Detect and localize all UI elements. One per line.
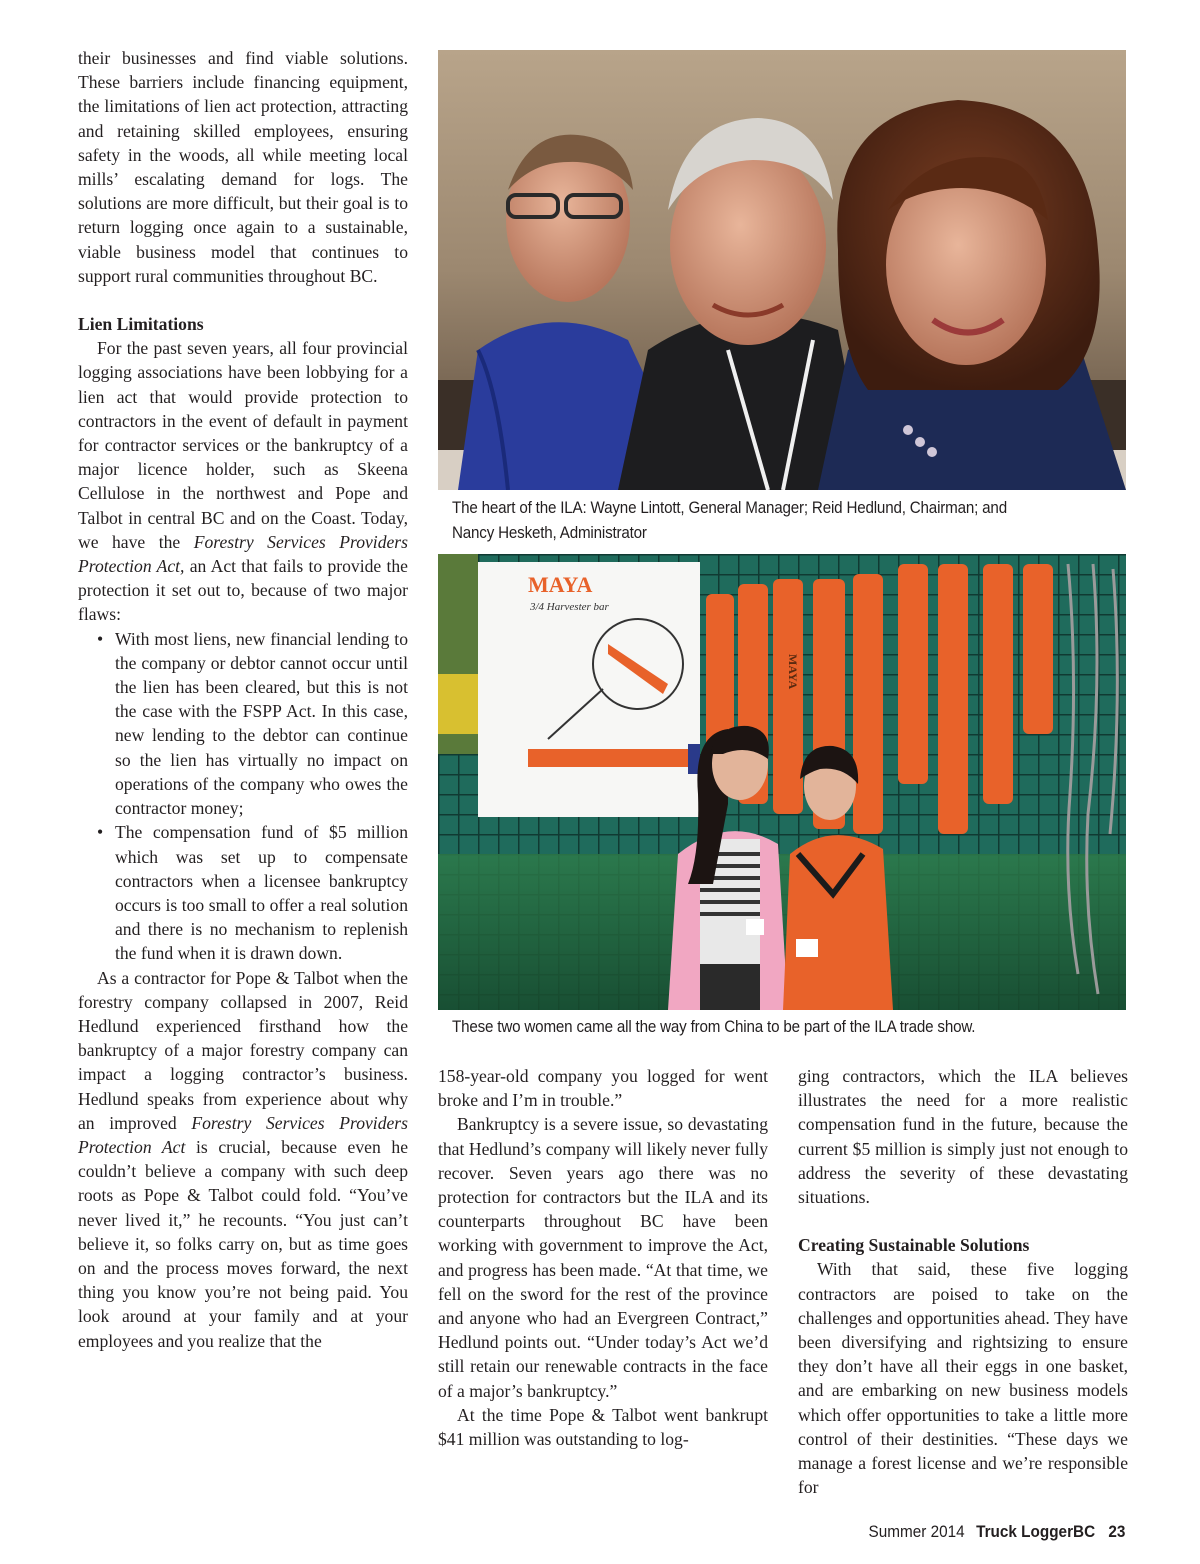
article-column-1 [78, 46, 408, 1353]
article-column-2 [438, 1064, 768, 1451]
footer-magazine-title: Truck LoggerBC [975, 1522, 1095, 1541]
col2-paragraph-3: At the time Pope & Talbot went bankrupt $41 million was outstanding to log- [438, 1404, 768, 1450]
intro-paragraph: their businesses and find viable solutions. These barriers include financing equipment, the limitations of lien act protection, attracting and retaining skilled employees, ensuring safety in the woods, all while meeting local mills’ escalating demand for logs. The solutions are more difficult, but their goal is to return logging once again to a sustainable, viable business model that continues to support rural communities throughout BC. [78, 48, 408, 286]
section-heading-lien-limitations: Lien Limitations [78, 314, 204, 335]
caption-line-2: Nancy Hesketh, Administrator [452, 524, 647, 542]
act-title-italic-2: Forestry Services Providers Protection Act [78, 1112, 408, 1157]
photo-trade-show-booth-image [438, 554, 1126, 1010]
bar-brand: MAYA [786, 654, 800, 690]
guide-bars [706, 564, 1053, 834]
hedlund-paragraph [78, 966, 408, 1353]
photo-ila-leaders-caption [452, 496, 1096, 546]
act-title-italic: Forestry Services Providers Protection Act, [78, 531, 408, 577]
banner-subtitle: 3/4 Harvester bar [530, 601, 609, 613]
article-column-3 [798, 1064, 1128, 1499]
flaws-list [78, 627, 408, 966]
col3-paragraph-1: ging contractors, which the ILA believes illustrates the need for a more realistic compensation fund in the future, because the current $5 million is simply just not enough to address the severity of these devastating situations. [798, 1066, 1128, 1208]
lien-text-a: For the past seven years, all four provincial logging associations have been lobbying for a lien act that would provide protection to contractors in the event of default in payment for contractor services or the bankruptcy of a major licence holder, such as Skeena Cellulose in the northwest and Pope and Talbot in central BC and on the Coast. Today, we have the [78, 338, 408, 552]
photo-ila-leaders [438, 50, 1126, 490]
lien-paragraph [78, 336, 408, 626]
hedlund-text-a: As a contractor for Pope & Talbot when the forestry company collapsed in 2007, Reid Hedlund experienced firsthand how the bankruptcy of a major forestry company can impact a logging contractor’s business. Hedlund speaks from experience about why an improved [78, 967, 408, 1133]
col2-paragraph-2: Bankruptcy is a severe issue, so devastating that Hedlund’s company will likely never fully recover. Seven years ago there was no protection for contractors but the ILA and its counterparts throughout BC have been working with government to improve the Act, and progress has been made. “At that time, we fell on the sword for the rest of the province and anyone who had an Evergreen Contract,” Hedlund points out. “Under today’s Act we’d still retain our renewable contracts in the face of a major’s bankruptcy.” [438, 1114, 768, 1401]
page-footer [868, 1522, 1125, 1542]
photo-ila-leaders-image [438, 50, 1126, 490]
col3-paragraph-2: With that said, these five logging contractors are poised to take on the challenges and opportunities ahead. They have been diversifying and rightsizing to ensure they don’t have all their eggs in one basket, and are embarking on new business models which offer opportunities to take a little more control of their destinities. “These days we manage a forest license and we’re responsible for [798, 1259, 1128, 1498]
footer-page-number: 23 [1107, 1522, 1125, 1541]
photo-trade-show-booth [438, 554, 1126, 1010]
banner-brand: MAYA [528, 572, 593, 597]
col2-paragraph-1: 158-year-old company you logged for went broke and I’m in trouble.” [438, 1066, 768, 1111]
caption-line-1: The heart of the ILA: Wayne Lintott, General Manager; Reid Hedlund, Chairman; and [452, 499, 1007, 517]
lien-text-b: an Act that fails to provide the protection it set out to, because of two major flaws: [78, 556, 408, 625]
flaw-item-fund: • The compensation fund of $5 million which was set up to compensate contractors when a licensee bankruptcy occurs is too small to offer a real solution and there is no mechanism to replenish the fund when it is drawn down. [115, 820, 408, 965]
hedlund-text-b: is crucial, because even he couldn’t believe a company with such deep roots as Pope & Talbot could fold. “You’ve never lived it,” he recounts. “You just can’t believe it, so folks carry on, but as time goes on and the process moves forward, the next thing you know you’re not being paid. You look around at your family and at your employees and you realize that the [78, 1136, 408, 1351]
footer-issue: Summer 2014 [868, 1522, 965, 1541]
flaw-item-lending: • With most liens, new financial lending to the company or debtor cannot occur until the lien has been cleared, but this is not the case with the FSPP Act. In this case, new lending to the debtor can continue so the lien has virtually no impact on operations of the company who owes the contractor money; [115, 627, 408, 821]
section-heading-sustainable-solutions: Creating Sustainable Solutions [798, 1235, 1030, 1256]
photo-trade-show-caption: These two women came all the way from China to be part of the ILA trade show. [452, 1018, 976, 1036]
